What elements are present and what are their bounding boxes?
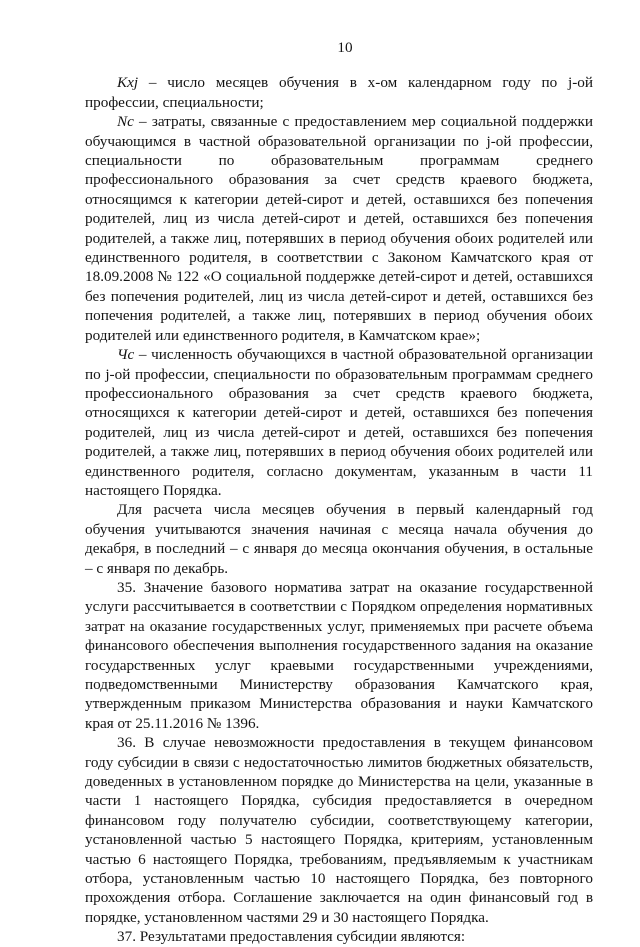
paragraph-months-calculation: Для расчета числа месяцев обучения в первый календарный год обучения учитываются значения начиная с месяца начала обучения до декабря, в последний – с января до месяца окончания обучения, в остальные – с января по декабрь.: [85, 501, 593, 577]
page-number: 10: [337, 39, 353, 56]
paragraph-36: 36. В случае невозможности предоставления в текущем финансовом году субсидии в связи с недостаточностью лимитов бюджетных обязательств, доведенных в установленном порядке до Министерства на цели, указанные в части 1 настоящего Порядка, субсидия предоставляется в очередном финансовом году получателю субсидии, соответствующему категории, установленной частью 5 настоящего Порядка, критериям, установленным частью 6 настоящего Порядка, требованиям, предъявляемым к участникам отбора, установленным частью 10 настоящего Порядка, без повторного прохождения отбора. Соглашение заключается на один финансовый год в порядке, установленном частями 29 и 30 настоящего Порядка.: [85, 734, 593, 926]
paragraph-37: 37. Результатами предоставления субсидии являются:: [117, 928, 466, 946]
definition-kxj: [85, 73, 593, 112]
symbol-kxj: Kxj: [117, 74, 139, 92]
definition-nc: [85, 112, 593, 345]
definition-chc-text: – численность обучающихся в частной образовательной организации по j-ой профессии, специальности по образовательным программам среднего профессионального образования за счет средств краевого бюджета, относящихся к категории детей-сирот и детей, оставшихся без попечения родителей, лиц из числа детей-сирот и детей, оставшихся без попечения родителей, а также лиц, потерявших в период обучения обоих родителей или единственного родителя, согласно документам, указанным в части 11 настоящего Порядка.: [85, 346, 593, 499]
paragraph-35: 35. Значение базового норматива затрат на оказание государственной услуги рассчитывается в соответствии с Порядком определения нормативных затрат на оказание государственных услуг, применяемых при расчете объема финансового обеспечения выполнения государственного задания на оказание государственных услуг краевыми государственными учреждениями, подведомственными Министерству образования Камчатского края, утвержденным приказом Министерства образования и науки Камчатского края от 25.11.2016 № 1396.: [85, 578, 593, 732]
symbol-nc: Nc: [117, 113, 134, 131]
definition-kxj-text: – число месяцев обучения в х-ом календарном году по j-ой профессии, специальности;: [85, 74, 593, 111]
definition-chc: [85, 345, 593, 500]
symbol-chc: Чc: [117, 346, 135, 364]
definition-nc-text: – затраты, связанные с предоставлением мер социальной поддержки обучающимся в частной образовательной организации по j-ой профессии, специальности по образовательным программам среднего профессионального образования за счет средств краевого бюджета, относящимся к категории детей-сирот и детей, оставшихся без попечения родителей, лиц из числа детей-сирот и детей, оставшихся без попечения родителей, а также лиц, потерявших в период обучения обоих родителей или единственного родителя, в соответствии с Законом Камчатского края от 18.09.2008 № 122 «О социальной поддержке детей-сирот и детей, оставшихся без попечения родителей, лиц из числа детей-сирот и детей, оставшихся без попечения родителей, а также лиц, потерявших в период обучения обоих родителей или единственного родителя, в Камчатском крае»;: [85, 113, 593, 344]
